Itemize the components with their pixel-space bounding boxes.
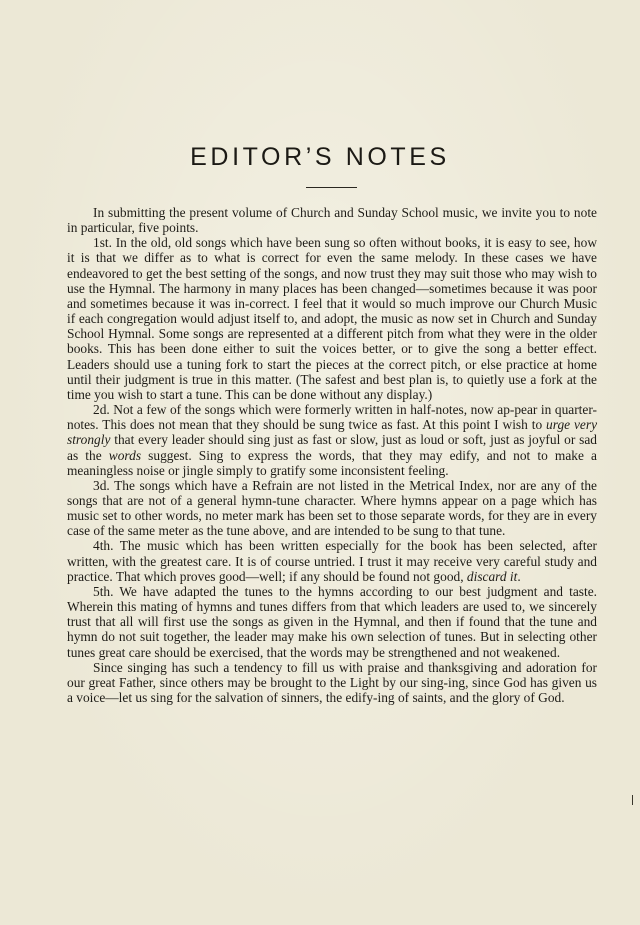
body-text-run: 4th. The music which has been written especially for the book has been selected, after written, with the greatest care. It is of course untried. I trust it may receive very careful study and practice. That which proves good—well; if any should be found not good, [67, 538, 597, 584]
page-edge-mark [632, 795, 633, 805]
paragraph-intro [67, 205, 597, 235]
page-title: EDITOR’S NOTES [190, 143, 450, 171]
notes-body [67, 205, 597, 705]
paragraph-point-2 [67, 402, 597, 478]
paragraph-point-5 [67, 584, 597, 660]
emphasis-text: urge very strongly [67, 417, 598, 448]
body-text-run: 3d. The songs which have a Refrain are not listed in the Metrical Index, nor are any of the songs that are not of a general hymn-tune character. Where hymns appear on a page which has music set to other words, no meter mark has been set to those separate words, for they are in every case of the same meter as the tune above, and are intended to be sung to that tune. [67, 477, 597, 539]
body-text-run: 2d. Not a few of the songs which were formerly written in half-notes, now ap-pear in quarter-notes. This does not mean that they should be sung twice as fast. At this point I wish to [67, 402, 597, 433]
emphasis-text: discard it [466, 568, 518, 584]
body-text-run: Since singing has such a tendency to fill us with praise and thanksgiving and adoration for our great Father, since others may be brought to the Light by our sing-ing, since God has given us a voice—let us sing for the salvation of sinners, the edify-ing of saints, and the glory of God. [67, 659, 597, 705]
paragraph-closing [67, 660, 597, 705]
paragraph-point-4 [67, 538, 597, 583]
body-text-run: . [517, 568, 521, 584]
body-text-run: that every leader should sing just as fast or slow, just as loud or soft, just as joyful or sad as the [67, 432, 597, 463]
title-divider [306, 187, 357, 188]
paragraph-point-1 [67, 235, 597, 402]
paragraph-point-3 [67, 478, 597, 539]
body-text-run: 1st. In the old, old songs which have been sung so often without books, it is easy to see, how it is that we differ as to what is correct for even the same melody. In these cases we have endeavored to get the best setting of the songs, and now trust they may suit those who may wish to use the Hymnal. The harmony in many places has been changed—sometimes because it was poor and sometimes because it was in-correct. I feel that it would so much improve our Church Music if each congregation would adjust itself to, and adopt, the music as now set in Church and Sunday School Hymnal. Some songs are represented at a different pitch from what they were in the older books. This has been done either to suit the voices better, or to give the song a better effect. Leaders should use a tuning fork to start the pieces at the correct pitch, or else practice at home until their judgment is true in this matter. (The safest and best plan is, to quietly use a fork at the time you wish to start a tune. This can be done without any display.) [67, 235, 597, 402]
body-text-run: suggest. Sing to express the words, that they may edify, and not to make a meaningless noise or jingle simply to gratify some inconsistent feeling. [67, 447, 597, 478]
body-text-run: 5th. We have adapted the tunes to the hymns according to our best judgment and taste. Wherein this mating of hymns and tunes differs from that which leaders are used to, we sincerely trust that all will first use the songs as given in the Hymnal, and then if found that the tune and hymn do not suit together, the leader may make his own selection of tunes. But in selecting other tunes great care should be exercised, that the words may be strengthened and not weakened. [67, 583, 597, 660]
emphasis-text: words [108, 447, 142, 463]
body-text-run: In submitting the present volume of Church and Sunday School music, we invite you to note in particular, five points. [67, 205, 597, 236]
